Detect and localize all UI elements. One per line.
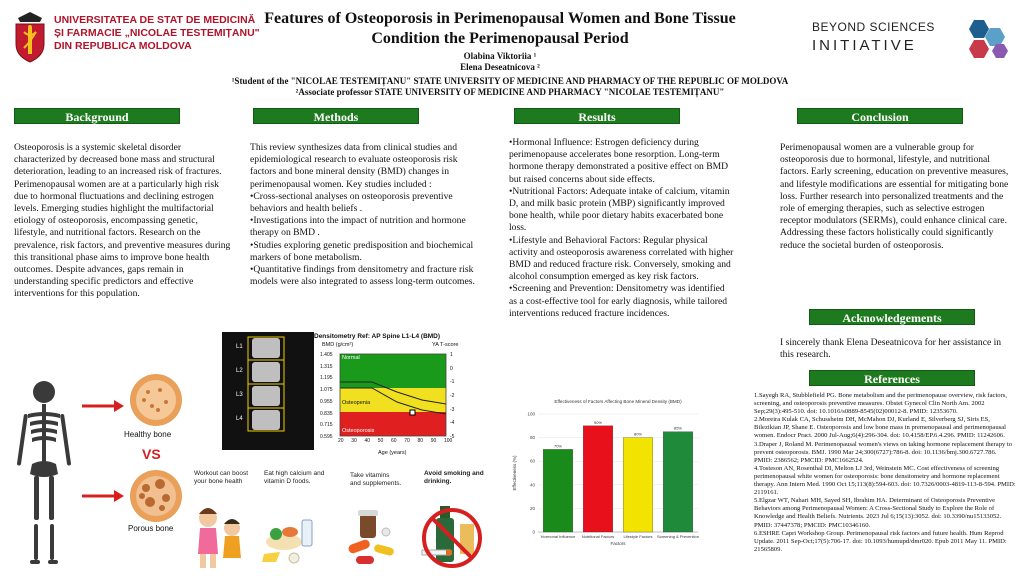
bmd-left-axis-label: BMD (g/cm²): [322, 342, 354, 348]
chart-y-tick: 40: [529, 482, 535, 488]
bmd-left-tick: 1.315: [320, 363, 333, 370]
chart-x-tick: Nutritional Factors: [581, 534, 615, 539]
reference-item: 4.Tosteson AN, Rosenthal DI, Melton LJ 3rd, Weinstein MC. Cost effectiveness of screening perimenopausal white women for osteoporosis: bone densitometry and hormone replacement therapy. Ann Intern Med. 1990 Oct 15;113(8):594-603. doi: 10.7326/0003-4819-113-8-594. PMID: 2119161.: [754, 464, 1016, 497]
results-item: •Hormonal Influence: Estrogen deficiency during perimenopause accelerates bone resorption. Long-term hormone therapy demonstrated a positive effect on BMD but raised concerns about side effects.: [509, 137, 729, 185]
author-2: Elena Deseatnicova ²: [460, 62, 540, 72]
methods-intro: This review synthesizes data from clinical studies and epidemiological research to evaluate osteoporosis risk factors and bone mineral density (BMD) changes in perimenopausal women. Key studies included :: [250, 142, 458, 190]
skeleton-illustration: [14, 378, 74, 568]
bsi-logo-line2: INITIATIVE: [812, 37, 917, 54]
bmd-spine-label: L3: [236, 392, 243, 398]
molecule-hexagon-icon: [960, 18, 1012, 60]
chart-data-label: 85%: [673, 425, 683, 431]
bmd-right-tick: -1: [450, 379, 455, 386]
bmd-left-tick: 0.835: [320, 410, 333, 417]
bmd-right-tick: -3: [450, 406, 455, 413]
bmd-effectiveness-bar-chart: [508, 396, 708, 556]
reference-item: 2.Moreira Kulak CA, Schussheim DH, McMahon DJ, Kurland E, Silverberg SJ, Siris ES, Bilezikian JP, Shane E. Osteoporosis and low bone mass in premenopausal and perimenopausal women. Endocr Pract. 2000 Jul-Aug;6(4):296-304. doi: 10.4158/EP.6.4.296. PMID: 11242606.: [754, 416, 1006, 440]
references-list: [754, 392, 1016, 554]
section-header-background: Background: [14, 108, 180, 124]
methods-item: •Cross-sectional analyses on osteoporosis preventive behaviors and health beliefs .: [250, 190, 453, 215]
bmd-right-tick: 1: [450, 352, 453, 358]
vs-label: VS: [142, 446, 161, 462]
chart-y-tick: 60: [529, 458, 535, 464]
chart-title: Effectiveness of Factors Affecting Bone Mineral Density (BMD): [554, 399, 682, 404]
tip-vitamins-label: Take vitamins and supplements.: [350, 472, 402, 487]
methods-item: •Investigations into the impact of nutrition and hormone therapy on BMD .: [250, 215, 466, 239]
results-text: [509, 137, 735, 320]
chart-data-label: 90%: [593, 419, 603, 425]
chart-bar: [663, 432, 693, 532]
bmd-zone-osteoporosis: Osteoporosis: [342, 428, 375, 434]
poster-title: Features of Osteoporosis in Perimenopausal Women and Bone Tissue Condition the Perimenopausal Period: [264, 10, 736, 47]
bmd-x-tick: 70: [404, 438, 410, 444]
chart-y-label: Effectiveness (%): [512, 455, 517, 491]
bmd-x-tick: 20: [338, 438, 344, 444]
chart-y-tick: 20: [529, 505, 535, 511]
reference-item: 6.ESHRE Capri Workshop Group. Perimenopausal risk factors and future health. Hum Reprod Update. 2011 Sep-Oct;17(5):706-17. doi: 10.1093/humupd/dmr020. Epub 2011 May 11. PMID: 21565809.: [754, 529, 1007, 553]
university-name: UNIVERSITATEA DE STAT DE MEDICINĂ ȘI FARMACIE „NICOLAE TESTEMIȚANU" DIN REPUBLICA MOLDOVA: [54, 14, 260, 52]
bmd-figure-title: Densitometry Ref: AP Spine L1-L4 (BMD): [314, 333, 441, 340]
university-crest-logo: [10, 8, 50, 64]
acknowledgements-text: I sincerely thank Elena Deseatnicova for her assistance in this research.: [780, 337, 1002, 361]
bmd-left-tick: 1.405: [320, 352, 333, 358]
results-item: •Lifestyle and Behavioral Factors: Regular physical activity and osteoporosis awareness correlated with higher BMD and reduced fracture risk. Conversely, smoking and alcohol consumption emerged as key risk factors.: [509, 234, 734, 283]
section-header-methods: Methods: [253, 108, 419, 124]
methods-item: •Studies exploring genetic predisposition and biochemical markers of bone metabolism.: [250, 239, 474, 263]
section-header-acknowledgements: Acknowledgements: [809, 309, 975, 325]
chart-x-tick: Hormonal Influence: [540, 534, 576, 539]
bmd-right-tick: -5: [450, 434, 455, 440]
bmd-zone-osteopenia: Osteopenia: [342, 400, 371, 406]
bmd-right-tick: -2: [450, 393, 455, 399]
bmd-spine-label: L4: [236, 416, 243, 422]
author-1: Olabina Viktoriia ¹: [463, 51, 537, 61]
bmd-x-tick: 30: [351, 438, 357, 444]
chart-data-label: 80%: [633, 431, 643, 437]
bone-health-tips-illustration: [190, 462, 510, 572]
bmd-x-tick: 40: [364, 438, 371, 444]
chart-y-tick: 100: [527, 411, 535, 417]
porous-bone-label: Porous bone: [128, 524, 174, 533]
chart-bar: [543, 449, 573, 532]
beyond-sciences-logo: [812, 18, 1012, 60]
bmd-left-tick: 0.715: [320, 422, 333, 429]
tip-workout-label: Workout can boost your bone health: [194, 470, 249, 485]
chart-bar: [583, 426, 613, 532]
tip-calcium-label: Eat high calcium and vitamin D foods.: [264, 470, 325, 485]
affiliation-1: ¹Student of the "NICOLAE TESTEMIȚANU" STATE UNIVERSITY OF MEDICINE AND PHARMACY OF THE REPUBLIC OF MOLDOVA: [231, 76, 789, 86]
bmd-x-tick: 100: [444, 438, 453, 444]
chart-y-tick: 80: [529, 435, 535, 441]
healthy-bone-label: Healthy bone: [124, 430, 172, 439]
bmd-zone-normal: Normal: [342, 355, 360, 361]
reference-item: 5.Elgzar WT, Nahari MH, Sayed SH, Ibrahim HA. Determinant of Osteoporosis Preventive Behaviors among Perimenopausal Women: A Cross-Sectional Study to Explore the Role of Knowledge and Health Beliefs. Nutrients. 2023 Jul 6;15(13):3052. doi: 10.3390/nu15133052. PMID: 37447378; PMCID: PMC10346160.: [754, 497, 1002, 529]
reference-item: 1.Sayegh RA, Stubblefield PG. Bone metabolism and the perimenopause overview, risk factors, screening, and osteoporosis preventive measures. Obstet Gynecol Clin North Am. 2002 Sep;29(3):495-510. doi: 10.1016/s0889-8545(02)00012-8. PMID: 12353670.: [754, 392, 1008, 416]
section-header-results: Results: [514, 108, 680, 124]
poster-header: [0, 0, 1024, 100]
bmd-densitometry-figure: [222, 332, 472, 460]
bmd-x-tick: 80: [417, 438, 424, 444]
bmd-x-axis-label: Age (years): [378, 450, 407, 456]
affiliation-2: ²Associate professor STATE UNIVERSITY OF MEDICINE AND PHARMACY "NICOLAE TESTEMIȚANU": [295, 87, 725, 97]
bone-comparison-illustration: [78, 370, 208, 570]
chart-data-label: 70%: [553, 443, 563, 449]
chart-y-tick: 0: [532, 529, 535, 535]
section-header-conclusion: Conclusion: [797, 108, 963, 124]
bmd-spine-label: L1: [236, 344, 243, 350]
bmd-x-tick: 50: [377, 438, 384, 444]
chart-bar: [623, 438, 653, 532]
chart-x-tick: Screening & Prevention: [656, 534, 700, 539]
bmd-spine-label: L2: [236, 368, 243, 374]
bmd-right-tick: -4: [450, 420, 455, 427]
methods-text: [250, 142, 476, 288]
bmd-right-tick: 0: [450, 365, 453, 372]
bmd-x-tick: 90: [430, 438, 437, 444]
chart-x-label: Factors: [610, 541, 626, 546]
bmd-left-tick: 1.075: [320, 387, 333, 394]
tip-avoid-smoking-label: Avoid smoking and drinking.: [424, 470, 484, 485]
chart-x-tick: Lifestyle Factors: [623, 534, 653, 539]
results-item: •Screening and Prevention: Densitometry was identified as a cost-effective tool for early diagnosis, while tailored interventions reduced fracture incidences.: [509, 283, 728, 319]
bmd-x-tick: 60: [391, 438, 397, 444]
bmd-left-tick: 0.595: [320, 434, 333, 440]
section-header-references: References: [809, 370, 975, 386]
bsi-logo-line1: BEYOND SCIENCES: [812, 20, 935, 34]
background-text: Osteoporosis is a systemic skeletal disorder characterized by decreased bone mass and structural deterioration, leading to an increased risk of fractures. Perimenopausal women are at a particularly high risk due to hormonal fluctuations and declining estrogen levels. Emerging studies highlight the multifactorial etiology of osteoporosis, encompassing genetic, lifestyle, and nutritional factors. Research on the prevalence, risk factors, and preventive measures during this transitional phase aims to improve bone health outcomes. Despite advances, gaps remain in understanding specific predictors and effective interventions for this population.: [14, 142, 231, 300]
results-item: •Nutritional Factors: Adequate intake of calcium, vitamin D, and milk basic protein (MBP) significantly improved bone health, while poor dietary habits exacerbated bone loss.: [509, 185, 730, 234]
bmd-left-tick: 0.955: [320, 398, 333, 405]
reference-item: 3.Draper J, Roland M. Perimenopausal women's views on taking hormone replacement therapy to prevent osteoporosis. BMJ. 1990 Mar 24;300(6727):786-8. doi: 10.1136/bmj.300.6727.786. PMID: 2386562; PMCID: PMC1662524.: [754, 440, 1013, 464]
bmd-left-tick: 1.195: [320, 375, 333, 382]
conclusion-text: Perimenopausal women are a vulnerable group for osteoporosis due to hormonal, lifestyle, and nutritional factors. Early screening, education on preventive measures, and lifestyle modifications are essential for mitigating bone loss. Further research into personalized treatments and the role of emerging therapies, such as selective estrogen receptor modulators (SERMs), could enhance clinical care. Addressing these factors holistically could significantly reduce the societal burden of osteoporosis.: [780, 142, 1009, 251]
methods-item: •Quantitative findings from densitometry and fracture risk models were also integrated to assess long-term outcomes.: [250, 264, 475, 288]
bmd-right-axis-label: YA T-score: [432, 342, 459, 348]
